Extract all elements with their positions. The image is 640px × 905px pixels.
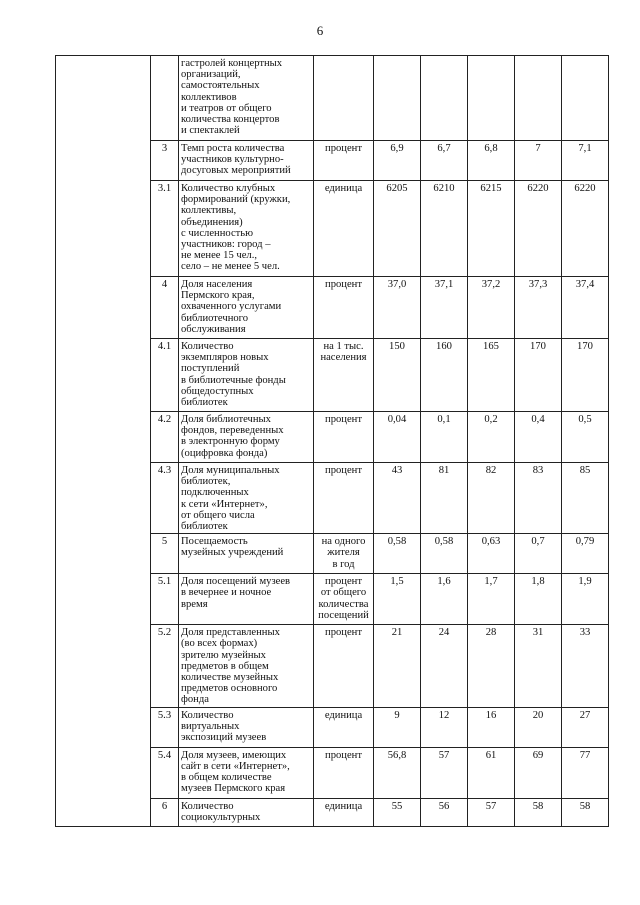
indicator-name: Количество клубных формирований (кружки, коллективы, объединения) с численностью участников: город – не менее 15 чел., село – не менее 5 чел. [179,181,314,277]
value-cell: 1,8 [515,574,562,625]
indicator-name: Доля муниципальных библиотек, подключенных к сети «Интернет», от общего числа библиотек [179,463,314,534]
row-number: 4.3 [151,463,179,534]
unit-cell: единица [314,181,374,277]
value-cell: 56,8 [374,747,421,798]
unit-cell: процент [314,141,374,181]
row-number: 4.1 [151,339,179,412]
value-cell: 165 [468,339,515,412]
value-cell: 20 [515,707,562,747]
row-number: 4 [151,277,179,339]
value-cell: 1,6 [421,574,468,625]
value-cell: 27 [562,707,609,747]
table-row [56,56,609,141]
value-cell: 0,63 [468,534,515,574]
value-cell: 160 [421,339,468,412]
indicator-name: Доля посещений музеев в вечернее и ночное время [179,574,314,625]
indicator-name: Доля населения Пермского края, охваченного услугами библиотечного обслуживания [179,277,314,339]
unit-cell: процент [314,747,374,798]
value-cell: 58 [562,798,609,826]
value-cell: 0,1 [421,412,468,463]
value-cell: 82 [468,463,515,534]
value-cell: 56 [421,798,468,826]
value-cell [421,56,468,141]
unit-cell: единица [314,798,374,826]
value-cell: 37,4 [562,277,609,339]
value-cell: 6215 [468,181,515,277]
unit-cell: процент [314,625,374,707]
value-cell: 0,58 [374,534,421,574]
value-cell: 1,7 [468,574,515,625]
value-cell: 37,1 [421,277,468,339]
row-number: 4.2 [151,412,179,463]
value-cell: 37,0 [374,277,421,339]
value-cell [515,56,562,141]
value-cell: 37,3 [515,277,562,339]
empty-left-column [56,56,151,827]
value-cell: 0,79 [562,534,609,574]
unit-cell: на одного жителя в год [314,534,374,574]
value-cell: 170 [562,339,609,412]
value-cell: 0,4 [515,412,562,463]
value-cell: 81 [421,463,468,534]
value-cell: 6,7 [421,141,468,181]
value-cell: 1,5 [374,574,421,625]
value-cell: 0,2 [468,412,515,463]
value-cell [468,56,515,141]
value-cell: 6,8 [468,141,515,181]
page-number: 6 [316,23,324,38]
value-cell: 57 [421,747,468,798]
row-number [151,56,179,141]
row-number: 6 [151,798,179,826]
indicator-name: Темп роста количества участников культурно- досуговых мероприятий [179,141,314,181]
indicator-name: Доля музеев, имеющих сайт в сети «Интернет», в общем количестве музеев Пермского края [179,747,314,798]
indicator-name: Доля библиотечных фондов, переведенных в электронную форму (оцифровка фонда) [179,412,314,463]
row-number: 5.4 [151,747,179,798]
unit-cell: процент [314,277,374,339]
value-cell: 33 [562,625,609,707]
unit-cell: на 1 тыс. населения [314,339,374,412]
value-cell [562,56,609,141]
value-cell: 57 [468,798,515,826]
value-cell: 77 [562,747,609,798]
value-cell: 6220 [515,181,562,277]
value-cell: 28 [468,625,515,707]
unit-cell: процент [314,463,374,534]
value-cell: 43 [374,463,421,534]
value-cell: 37,2 [468,277,515,339]
value-cell: 150 [374,339,421,412]
value-cell: 7,1 [562,141,609,181]
value-cell: 83 [515,463,562,534]
row-number: 3 [151,141,179,181]
value-cell: 6210 [421,181,468,277]
value-cell: 24 [421,625,468,707]
value-cell: 0,58 [421,534,468,574]
indicator-name: гастролей концертных организаций, самостоятельных коллективов и театров от общего количества концертов и спектаклей [179,56,314,141]
value-cell: 7 [515,141,562,181]
value-cell: 0,04 [374,412,421,463]
value-cell: 9 [374,707,421,747]
value-cell: 12 [421,707,468,747]
unit-cell: процент [314,412,374,463]
indicator-name: Посещаемость музейных учреждений [179,534,314,574]
value-cell: 6220 [562,181,609,277]
indicator-name: Количество виртуальных экспозиций музеев [179,707,314,747]
indicator-name: Доля представленных (во всех формах) зрителю музейных предметов в общем количестве музейных предметов основного фонда [179,625,314,707]
row-number: 5.2 [151,625,179,707]
indicators-table [55,55,609,827]
value-cell: 31 [515,625,562,707]
value-cell: 85 [562,463,609,534]
value-cell: 61 [468,747,515,798]
value-cell: 1,9 [562,574,609,625]
indicator-name: Количество социокультурных [179,798,314,826]
value-cell: 69 [515,747,562,798]
value-cell: 16 [468,707,515,747]
value-cell [374,56,421,141]
indicator-name: Количество экземпляров новых поступлений в библиотечные фонды общедоступных библиотек [179,339,314,412]
value-cell: 58 [515,798,562,826]
value-cell: 0,7 [515,534,562,574]
value-cell: 21 [374,625,421,707]
row-number: 5.3 [151,707,179,747]
row-number: 3.1 [151,181,179,277]
row-number: 5 [151,534,179,574]
value-cell: 55 [374,798,421,826]
row-number: 5.1 [151,574,179,625]
value-cell: 0,5 [562,412,609,463]
value-cell: 170 [515,339,562,412]
value-cell: 6205 [374,181,421,277]
unit-cell: процент от общего количества посещений [314,574,374,625]
value-cell: 6,9 [374,141,421,181]
unit-cell: единица [314,707,374,747]
unit-cell [314,56,374,141]
